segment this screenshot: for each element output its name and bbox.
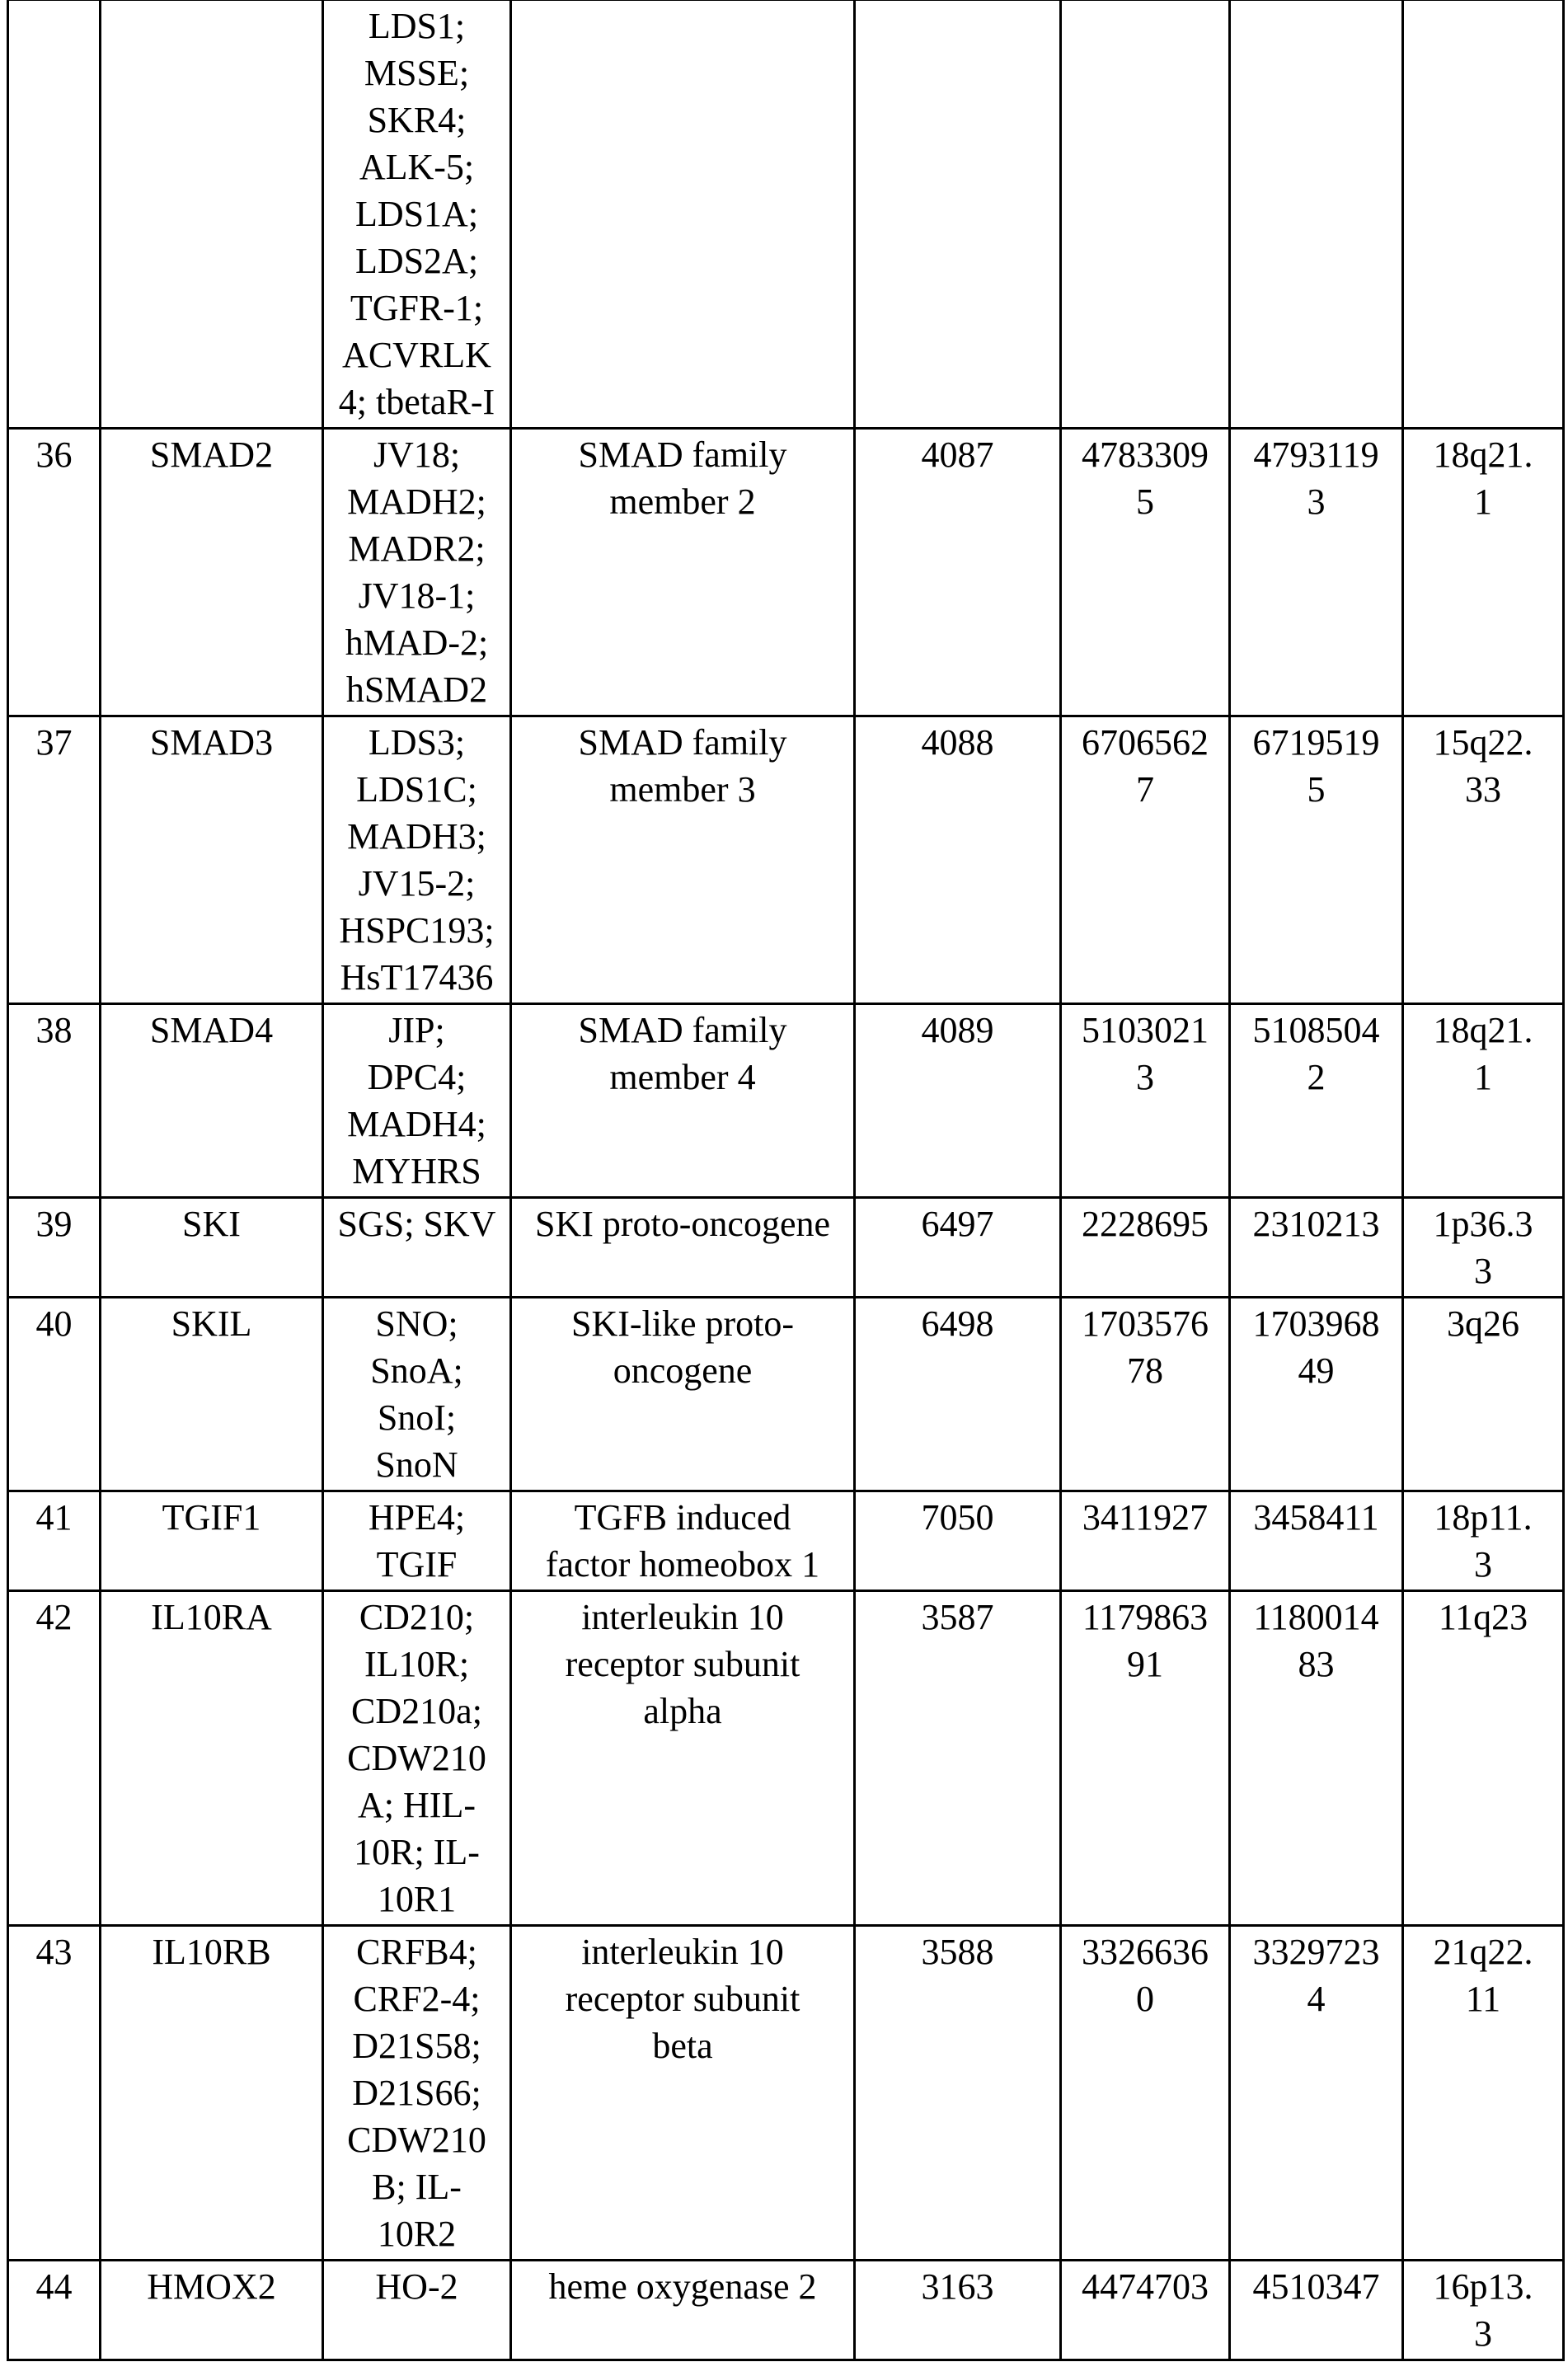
table-cell: 15q22. 33 xyxy=(1403,716,1564,1004)
table-cell: 3q26 xyxy=(1403,1298,1564,1491)
table-cell: HPE4; TGIF xyxy=(323,1491,511,1591)
gene-table-body xyxy=(8,0,1564,2360)
table-cell: 36 xyxy=(8,429,101,716)
table-cell: 4793119 3 xyxy=(1230,429,1403,716)
table-cell: 42 xyxy=(8,1591,101,1926)
table-cell: 6498 xyxy=(855,1298,1061,1491)
table-cell: SNO; SnoA; SnoI; SnoN xyxy=(323,1298,511,1491)
table-cell: SKI proto-oncogene xyxy=(511,1198,855,1298)
table-cell: 41 xyxy=(8,1491,101,1591)
table-cell: 3329723 4 xyxy=(1230,1926,1403,2261)
table-cell: 3587 xyxy=(855,1591,1061,1926)
table-cell: 3588 xyxy=(855,1926,1061,2261)
table-cell: SKI-like proto- oncogene xyxy=(511,1298,855,1491)
table-cell: 40 xyxy=(8,1298,101,1491)
table-cell: 4088 xyxy=(855,716,1061,1004)
table-cell: SGS; SKV xyxy=(323,1198,511,1298)
table-cell: 6497 xyxy=(855,1198,1061,1298)
table-cell: 1703968 49 xyxy=(1230,1298,1403,1491)
table-cell: 6706562 7 xyxy=(1061,716,1230,1004)
table-cell: SMAD4 xyxy=(101,1004,323,1198)
table-cell: 11q23 xyxy=(1403,1591,1564,1926)
table-cell: CD210; IL10R; CD210a; CDW210 A; HIL- 10R; IL- 10R1 xyxy=(323,1591,511,1926)
table-cell: HMOX2 xyxy=(101,2261,323,2360)
table-cell: 4783309 5 xyxy=(1061,429,1230,716)
table-cell: interleukin 10 receptor subunit beta xyxy=(511,1926,855,2261)
table-row xyxy=(8,1198,1564,1298)
table-cell: 18q21. 1 xyxy=(1403,429,1564,716)
table-row xyxy=(8,1004,1564,1198)
table-cell: 2228695 xyxy=(1061,1198,1230,1298)
table-cell: SMAD family member 3 xyxy=(511,716,855,1004)
table-cell: 4510347 xyxy=(1230,2261,1403,2360)
table-row xyxy=(8,2261,1564,2360)
table-cell: 7050 xyxy=(855,1491,1061,1591)
table-cell: 4474703 xyxy=(1061,2261,1230,2360)
table-cell: 3326636 0 xyxy=(1061,1926,1230,2261)
table-cell xyxy=(101,0,323,429)
table-row xyxy=(8,1491,1564,1591)
table-cell xyxy=(855,0,1061,429)
table-cell: LDS1; MSSE; SKR4; ALK-5; LDS1A; LDS2A; TGFR-1; ACVRLK 4; tbetaR-I xyxy=(323,0,511,429)
table-row xyxy=(8,1591,1564,1926)
table-cell: SMAD3 xyxy=(101,716,323,1004)
table-cell: JV18; MADH2; MADR2; JV18-1; hMAD-2; hSMAD2 xyxy=(323,429,511,716)
table-cell: 39 xyxy=(8,1198,101,1298)
table-cell: SMAD family member 2 xyxy=(511,429,855,716)
table-cell: TGFB induced factor homeobox 1 xyxy=(511,1491,855,1591)
table-cell: JIP; DPC4; MADH4; MYHRS xyxy=(323,1004,511,1198)
table-cell: heme oxygenase 2 xyxy=(511,2261,855,2360)
table-cell: 6719519 5 xyxy=(1230,716,1403,1004)
table-cell: IL10RB xyxy=(101,1926,323,2261)
table-cell xyxy=(1061,0,1230,429)
table-cell: SMAD2 xyxy=(101,429,323,716)
table-cell: 21q22. 11 xyxy=(1403,1926,1564,2261)
table-cell: 3458411 xyxy=(1230,1491,1403,1591)
table-cell: 37 xyxy=(8,716,101,1004)
table-row xyxy=(8,716,1564,1004)
table-cell: 43 xyxy=(8,1926,101,2261)
table-cell: SMAD family member 4 xyxy=(511,1004,855,1198)
table-cell: CRFB4; CRF2-4; D21S58; D21S66; CDW210 B; IL- 10R2 xyxy=(323,1926,511,2261)
table-cell: LDS3; LDS1C; MADH3; JV15-2; HSPC193; HsT17436 xyxy=(323,716,511,1004)
table-row xyxy=(8,0,1564,429)
table-cell: interleukin 10 receptor subunit alpha xyxy=(511,1591,855,1926)
table-cell: 4089 xyxy=(855,1004,1061,1198)
table-row xyxy=(8,429,1564,716)
table-cell xyxy=(1403,0,1564,429)
table-cell xyxy=(511,0,855,429)
table-cell xyxy=(1230,0,1403,429)
table-cell: 18q21. 1 xyxy=(1403,1004,1564,1198)
table-row xyxy=(8,1926,1564,2261)
table-cell: 1180014 83 xyxy=(1230,1591,1403,1926)
table-cell: 1703576 78 xyxy=(1061,1298,1230,1491)
table-cell: 18p11. 3 xyxy=(1403,1491,1564,1591)
table-cell: SKIL xyxy=(101,1298,323,1491)
table-cell: 38 xyxy=(8,1004,101,1198)
table-cell: 1p36.3 3 xyxy=(1403,1198,1564,1298)
table-cell: 5103021 3 xyxy=(1061,1004,1230,1198)
table-cell: TGIF1 xyxy=(101,1491,323,1591)
table-cell: 3411927 xyxy=(1061,1491,1230,1591)
table-cell: 44 xyxy=(8,2261,101,2360)
table-cell: IL10RA xyxy=(101,1591,323,1926)
table-cell: 3163 xyxy=(855,2261,1061,2360)
table-cell: 16p13. 3 xyxy=(1403,2261,1564,2360)
table-row xyxy=(8,1298,1564,1491)
table-cell: HO-2 xyxy=(323,2261,511,2360)
table-cell xyxy=(8,0,101,429)
table-cell: 5108504 2 xyxy=(1230,1004,1403,1198)
table-cell: 4087 xyxy=(855,429,1061,716)
table-cell: SKI xyxy=(101,1198,323,1298)
gene-table xyxy=(7,0,1565,2361)
table-cell: 2310213 xyxy=(1230,1198,1403,1298)
table-cell: 1179863 91 xyxy=(1061,1591,1230,1926)
